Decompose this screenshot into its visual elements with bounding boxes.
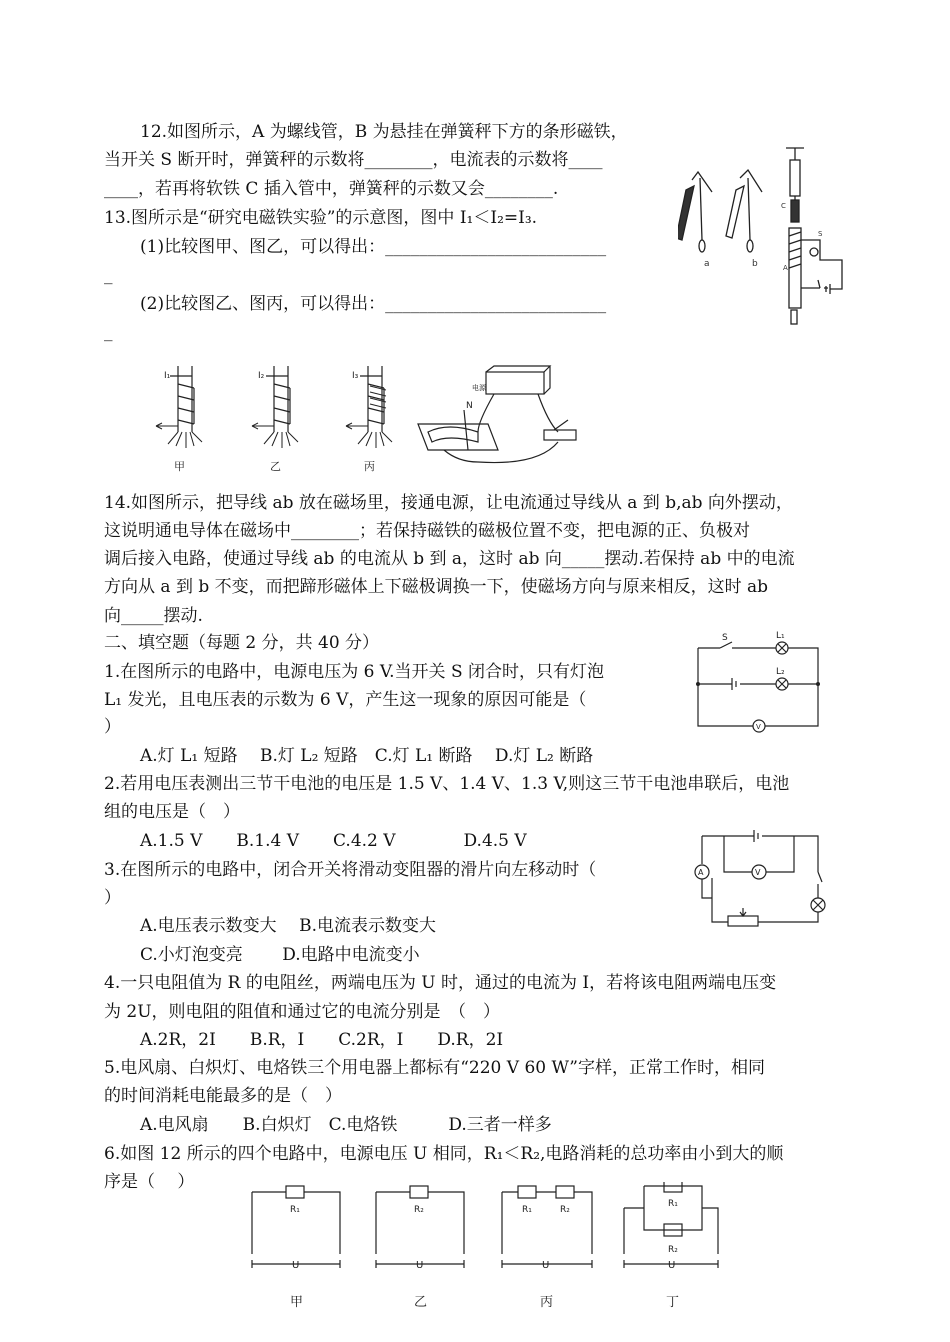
p1-options: A.灯 L₁ 短路 B.灯 L₂ 短路 C.灯 L₁ 断路 D.灯 L₂ 断路 [140,746,594,766]
p5-line1: 5.电风扇、白炽灯、电烙铁三个用电器上都标有“220 V 60 W”字样，正常工作时，相同 [104,1058,765,1078]
p6-ding-r1: R₁ [668,1199,678,1209]
fig13-current-1: I₁ [164,371,171,381]
p6-line2: 序是（ ） [104,1172,195,1192]
p6-yi-u: U [416,1260,424,1271]
p6-jia-r1: R₁ [290,1205,300,1215]
fig13-current-3: I₃ [352,371,359,381]
q12-line3: ____，若再将软铁 C 插入管中，弹簧秤的示数又会________. [104,179,559,199]
q13-part1-tail: _ [104,265,113,285]
fig12-label-A: A [783,264,788,272]
p1-fig-s: S [722,633,728,643]
p3-fig-a: A [698,868,704,877]
p6-ding-u: U [668,1260,676,1271]
fig12-label-C: C [781,202,786,210]
fig13-label-yi: 乙 [270,460,281,473]
figure-q13 [148,362,598,477]
p6-label-bing: 丙 [540,1295,554,1310]
p3-options-ab: A.电压表示数变大 B.电流表示数变大 [140,916,436,936]
p3-line1: 3.在图所示的电路中，闭合开关将滑动变阻器的滑片向左移动时（ [104,860,597,880]
q13-part1: (1)比较图甲、图乙，可以得出：__________________________ [140,237,607,257]
fig12-label-b: b [752,259,758,269]
q13-part2-tail: _ [104,322,113,342]
p4-line1: 4.一只电阻值为 R 的电阻丝，两端电压为 U 时，通过的电流为 I，若将该电阻两端电压变 [104,973,777,993]
fig13-n: N [466,401,473,411]
p2-options: A.1.5 V B.1.4 V C.4.2 V D.4.5 V [140,831,527,851]
q13-line1: 13.图所示是“研究电磁铁实验”的示意图，图中 I₁＜I₂=I₃. [104,208,538,228]
p1-fig-l1: L₁ [776,631,785,641]
section-title: 二、填空题（每题 2 分，共 40 分） [104,633,380,653]
p6-bing-u: U [542,1260,550,1271]
p6-label-ding: 丁 [666,1295,680,1310]
fig13-label-bing: 丙 [364,460,375,473]
q12-line1: 12.如图所示，A 为螺线管，B 为悬挂在弹簧秤下方的条形磁铁， [140,122,628,142]
fig12-label-S: S [818,230,823,238]
p1-fig-v: V [756,723,761,731]
fig13-label-jia: 甲 [174,460,185,473]
p1-line1: 1.在图所示的电路中，电源电压为 6 V.当开关 S 闭合时，只有灯泡 [104,662,605,682]
p6-jia-u: U [292,1260,300,1271]
p4-options: A.2R，2I B.R，I C.2R，I D.R，2I [140,1030,504,1050]
q12-line2: 当开关 S 断开时，弹簧秤的示数将________，电流表的示数将____ [104,150,603,170]
figure-p3 [690,826,834,930]
figure-q12-q14 [678,140,848,330]
q14-line5: 向_____摆动. [104,606,203,626]
figure-p6 [248,1182,732,1316]
q14-line4: 方向从 a 到 b 不变，而把蹄形磁体上下磁极调换一下，使磁场方向与原来相反，这时 ab [104,577,769,597]
q14-line2: 这说明通电导体在磁场中________；若保持磁铁的磁极位置不变，把电源的正、负极对 [104,521,750,541]
p1-line3: ） [104,717,121,737]
p1-fig-l2: L₂ [776,667,785,677]
p5-options: A.电风扇 B.白炽灯 C.电烙铁 D.三者一样多 [140,1115,552,1135]
p5-line2: 的时间消耗电能最多的是（ ） [104,1086,342,1106]
fig13-current-2: I₂ [258,371,265,381]
q13-part2: (2)比较图乙、图丙，可以得出：__________________________ [140,294,607,314]
p6-ding-r2: R₂ [668,1245,678,1255]
fig12-label-a: a [704,259,710,269]
p2-line2: 组的电压是（ ） [104,802,240,822]
p1-line2: L₁ 发光，且电压表的示数为 6 V，产生这一现象的原因可能是（ [104,690,587,710]
p3-fig-v: V [755,868,761,877]
q14-line3: 调后接入电路，使通过导线 ab 的电流从 b 到 a，这时 ab 向_____摆动.若保持 ab 中的电流 [104,549,795,569]
figure-p1 [690,628,830,740]
p6-label-yi: 乙 [414,1295,428,1310]
p2-line1: 2.若用电压表测出三节干电池的电压是 1.5 V、1.4 V、1.3 V,则这三节干电池串联后，电池 [104,774,790,794]
p6-label-jia: 甲 [290,1295,304,1310]
fig13-box: 电源 [472,384,486,392]
p6-line1: 6.如图 12 所示的四个电路中，电源电压 U 相同，R₁＜R₂,电路消耗的总功率由小到大的顺 [104,1144,784,1164]
p6-yi-r2: R₂ [414,1205,424,1215]
p3-line2: ） [104,888,121,908]
p6-bing-r2: R₂ [560,1205,570,1215]
q14-line1: 14.如图所示，把导线 ab 放在磁场里，接通电源，让电流通过导线从 a 到 b,ab 向外摆动， [104,493,793,513]
p6-bing-r1: R₁ [522,1205,532,1215]
p3-options-cd: C.小灯泡变亮 D.电路中电流变小 [140,945,420,965]
p4-line2: 为 2U，则电阻的阻值和通过它的电流分别是 （ ） [104,1002,501,1022]
